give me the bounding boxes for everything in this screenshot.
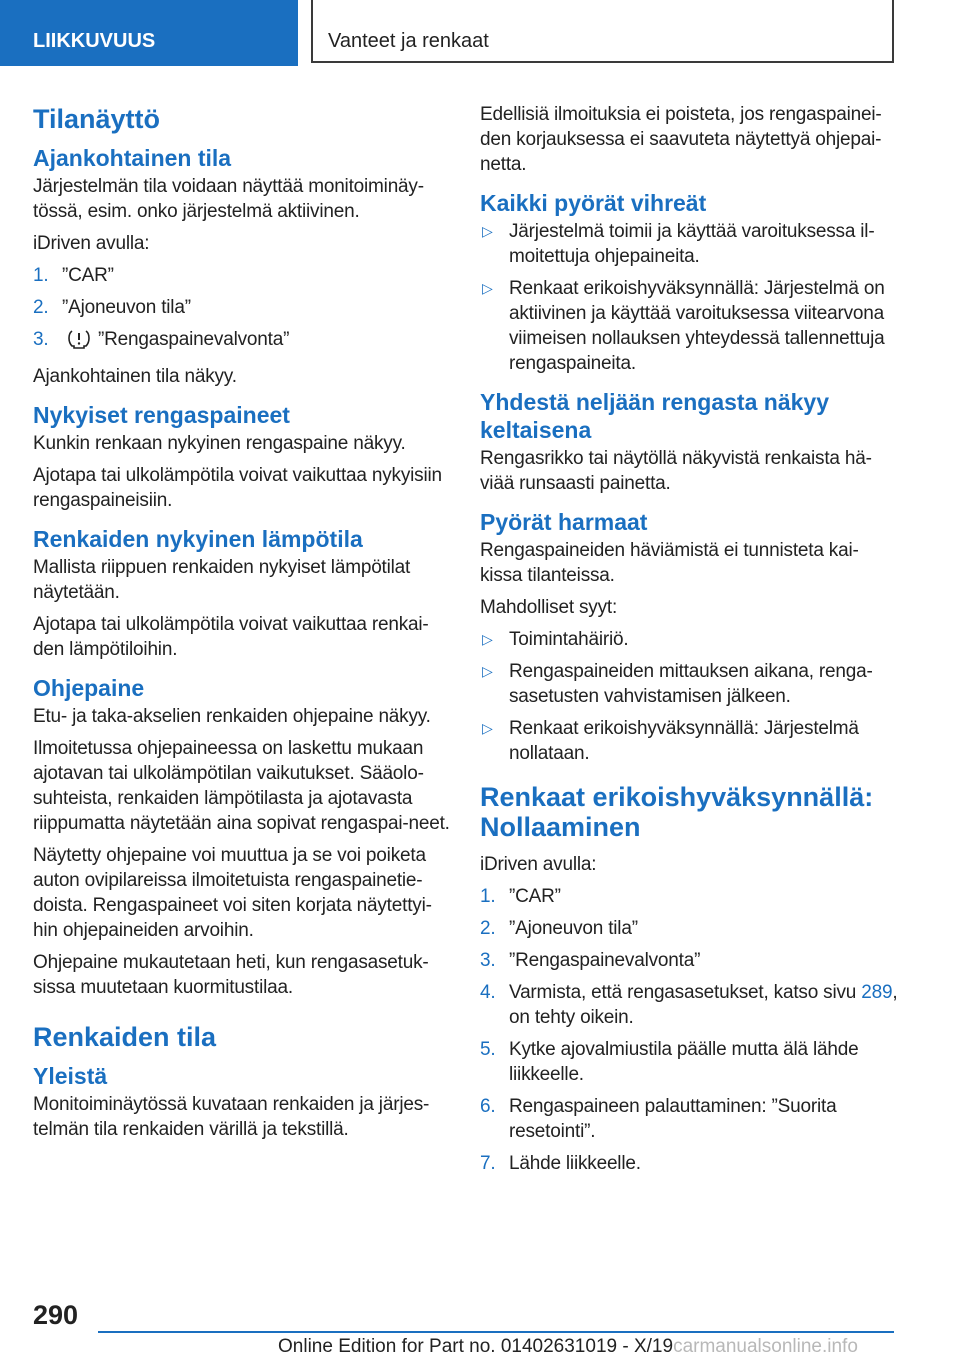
- paragraph: Ajankohtainen tila näkyy.: [33, 366, 237, 387]
- triangle-bullet-icon: ▷: [482, 663, 493, 679]
- heading-grey: Pyörät harmaat: [480, 509, 648, 535]
- paragraph: Ilmoitetussa ohjepaineessa on laskettu mukaan ajotavan tai ulkolämpötilan vaikutukset. Sääolo-suhteista, renkaiden lämpötilasta ja ajotavasta riippumatta näytetään aina sopivat rengaspai-neet.: [33, 738, 450, 834]
- triangle-bullet-icon: ▷: [482, 631, 493, 647]
- paragraph: Kunkin renkaan nykyinen rengaspaine näkyy.: [33, 433, 406, 454]
- step-text-post: , on tehty oikein.: [509, 982, 898, 1028]
- right-column: [480, 96, 898, 1183]
- step-text: ”Rengaspainevalvonta”: [98, 329, 290, 350]
- step-number: 4.: [480, 982, 496, 1003]
- paragraph: Järjestelmän tila voidaan näyttää monitoiminäy-tössä, esim. onko järjestelmä aktiivinen.: [33, 176, 424, 222]
- page-number: 290: [33, 1300, 79, 1330]
- heading-yellow: Yhdestä neljään rengasta näkyy keltaisena: [480, 389, 829, 443]
- footer-divider: [98, 1331, 894, 1333]
- heading-status-display: Tilanäyttö: [33, 104, 161, 134]
- paragraph: Rengaspaineiden häviämistä ei tunnisteta kai-kissa tilanteissa.: [480, 540, 859, 586]
- paragraph: Mahdolliset syyt:: [480, 597, 618, 618]
- step-text: Lähde liikkeelle.: [509, 1153, 641, 1174]
- list-item: [480, 884, 898, 909]
- paragraph: Etu- ja taka-akselien renkaiden ohjepaine näkyy.: [33, 706, 431, 727]
- heading-tire-temperature: Renkaiden nykyinen lämpötila: [33, 526, 363, 552]
- footer-edition: [278, 1336, 858, 1358]
- step-number: 3.: [480, 950, 496, 971]
- list-item: [480, 980, 898, 1030]
- list-item: [480, 916, 898, 941]
- bullet-list: [480, 219, 898, 376]
- item-text: Renkaat erikoishyväksynnällä: Järjestelmä on aktiivinen ja käyttää varoituksessa viitearvona viimeisen nollauksen yhteydessä tallennettuja rengaspaineita.: [509, 278, 885, 374]
- list-item: [480, 948, 898, 973]
- step-text-pre: Varmista, että rengasasetukset, katso sivu: [509, 982, 862, 1003]
- triangle-bullet-icon: ▷: [482, 223, 493, 239]
- header-chapter-title: Vanteet ja renkaat: [311, 0, 894, 63]
- step-number: 6.: [480, 1096, 496, 1117]
- page-reference-link[interactable]: 289: [861, 982, 893, 1003]
- watermark: carmanualsonline.info: [673, 1336, 858, 1357]
- paragraph: iDriven avulla:: [480, 854, 597, 875]
- step-text: Rengaspaineen palauttaminen: ”Suorita resetointi”.: [509, 1096, 837, 1142]
- list-item: [480, 1094, 898, 1144]
- edition-text: Online Edition for Part no. 01402631019 - X/19: [278, 1336, 674, 1357]
- steps-list: [480, 884, 898, 1176]
- step-text: ”Rengaspainevalvonta”: [509, 950, 701, 971]
- list-item: [480, 659, 898, 709]
- heading-current-status: Ajankohtainen tila: [33, 145, 232, 171]
- heading-current-pressures: Nykyiset rengaspaineet: [33, 402, 290, 428]
- triangle-bullet-icon: ▷: [482, 280, 493, 296]
- tire-pressure-warning-icon: [66, 328, 92, 357]
- item-text: Renkaat erikoishyväksynnällä: Järjestelmä nollataan.: [509, 718, 859, 764]
- step-number: 1.: [33, 265, 49, 286]
- step-number: 2.: [33, 297, 49, 318]
- paragraph: Ajotapa tai ulkolämpötila voivat vaikuttaa nykyisiin rengaspaineisiin.: [33, 465, 442, 511]
- item-text: Toimintahäiriö.: [509, 629, 629, 650]
- step-text: ”CAR”: [62, 265, 114, 286]
- list-item: [480, 627, 898, 652]
- paragraph: iDriven avulla:: [33, 233, 150, 254]
- step-text: ”Ajoneuvon tila”: [509, 918, 638, 939]
- left-column: [33, 96, 451, 1149]
- item-text: Rengaspaineiden mittauksen aikana, renga-sasetusten vahvistamisen jälkeen.: [509, 661, 873, 707]
- step-number: 5.: [480, 1039, 496, 1060]
- paragraph: Edellisiä ilmoituksia ei poisteta, jos rengaspainei-den korjauksessa ei saavuteta näytettyä ohjepai-netta.: [480, 104, 882, 175]
- list-item: [480, 716, 898, 766]
- list-item: [33, 295, 451, 320]
- heading-all-green: Kaikki pyörät vihreät: [480, 190, 707, 216]
- paragraph: Ajotapa tai ulkolämpötila voivat vaikuttaa renkai-den lämpötiloihin.: [33, 614, 429, 660]
- heading-tire-status: Renkaiden tila: [33, 1022, 217, 1052]
- list-item: [33, 263, 451, 288]
- heading-target-pressure: Ohjepaine: [33, 675, 145, 701]
- step-number: 3.: [33, 329, 49, 350]
- paragraph: Rengasrikko tai näytöllä näkyvistä renkaista hä-viää runsaasti painetta.: [480, 448, 872, 494]
- item-text: Järjestelmä toimii ja käyttää varoituksessa il-moitettuja ohjepaineita.: [509, 221, 875, 267]
- bullet-list: [480, 627, 898, 766]
- step-text: ”CAR”: [509, 886, 561, 907]
- list-item: [33, 327, 451, 357]
- paragraph: Monitoiminäytössä kuvataan renkaiden ja järjes-telmän tila renkaiden värillä ja tekstillä.: [33, 1094, 430, 1140]
- step-number: 7.: [480, 1153, 496, 1174]
- header-section-tab: LIIKKUVUUS: [0, 0, 298, 66]
- step-number: 1.: [480, 886, 496, 907]
- list-item: [480, 1037, 898, 1087]
- step-number: 2.: [480, 918, 496, 939]
- paragraph: Ohjepaine mukautetaan heti, kun rengasasetuk-sissa muutetaan kuormitustilaa.: [33, 952, 429, 998]
- heading-general: Yleistä: [33, 1063, 108, 1089]
- triangle-bullet-icon: ▷: [482, 720, 493, 736]
- step-text: Kytke ajovalmiustila päälle mutta älä lähde liikkeelle.: [509, 1039, 859, 1085]
- steps-list: [33, 263, 451, 357]
- list-item: [480, 219, 898, 269]
- list-item: [480, 1151, 898, 1176]
- heading-reset: Renkaat erikoishyväksynnällä: Nollaaminen: [480, 782, 874, 842]
- list-item: [480, 276, 898, 376]
- step-text: ”Ajoneuvon tila”: [62, 297, 191, 318]
- paragraph: Mallista riippuen renkaiden nykyiset lämpötilat näytetään.: [33, 557, 411, 603]
- paragraph: Näytetty ohjepaine voi muuttua ja se voi poiketa auton ovipilareissa ilmoitetuista rengaspainetie-doista. Rengaspaineet voi siten korjata näytettyi-hin ohjepaineiden arvoihin.: [33, 845, 432, 941]
